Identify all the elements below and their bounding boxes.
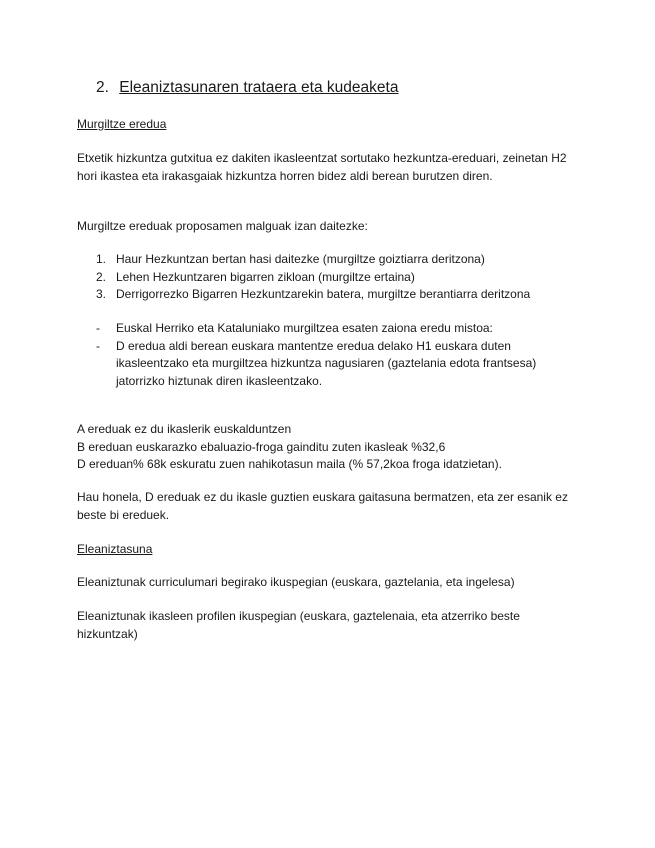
numbered-list	[96, 251, 576, 304]
list-marker: -	[96, 338, 100, 353]
list-item	[96, 320, 576, 338]
paragraph-curriculum: Eleaniztunak curriculumari begirako ikuspegian (euskara, gaztelania, eta ingelesa)	[77, 575, 515, 589]
stat-line: D ereduan% 68k eskuratu zuen nahikotasun maila (% 57,2koa froga idatzietan).	[77, 457, 502, 471]
paragraph-proposals: Murgiltze ereduak proposamen malguak izan daitezke:	[77, 219, 368, 233]
stats-block	[77, 421, 577, 474]
list-item-text: Lehen Hezkuntzaren bigarren zikloan (murgiltze ertaina)	[116, 269, 415, 284]
paragraph-definition: Etxetik hizkuntza gutxitua ez dakiten ikasleentzat sortutako hezkuntza-ereduari, zeinetan H2 hori ikastea eta irakasgaiak hizkuntza horren bidez aldi berean burutzen diren.	[77, 151, 567, 183]
paragraph-conclusion: Hau honela, D ereduak ez du ikasle guztien euskara gaitasuna bermatzen, eta zer esanik ez beste bi ereduek.	[77, 490, 568, 522]
list-marker: -	[96, 321, 100, 335]
list-item-text: Derrigorrezko Bigarren Hezkuntzarekin batera, murgiltze berantiarra deritzona	[116, 287, 531, 301]
subsection-title-eleaniztasuna: Eleaniztasuna	[77, 542, 153, 556]
paragraph-profiles: Eleaniztunak ikasleen profilen ikuspegian (euskara, gaztelenaia, eta atzerriko beste hizkuntzak)	[77, 609, 520, 641]
list-item	[96, 286, 576, 304]
list-item	[96, 269, 576, 287]
list-item-text: Haur Hezkuntzan bertan hasi daitezke (murgiltze goiztiarra deritzona)	[116, 252, 485, 266]
list-item	[96, 251, 576, 269]
list-marker: 1.	[96, 252, 107, 266]
subsection-title-murgiltze: Murgiltze eredua	[77, 117, 167, 131]
stat-line: A ereduak ez du ikaslerik euskalduntzen	[77, 422, 292, 436]
list-item	[96, 338, 576, 391]
heading-title: Eleaniztasunaren trataera eta kudeaketa	[119, 79, 399, 96]
list-item-text: Euskal Herriko eta Kataluniako murgiltzea esaten zaiona eredu mistoa:	[116, 321, 493, 335]
heading-number: 2.	[96, 79, 109, 96]
list-item-text: D eredua aldi berean euskara mantentze eredua delako H1 euskara duten ikasleentzako eta murgiltzea hizkuntza nagusiaren (gaztelania edota frantsesa) jatorrizko hiztunak diren ikasleentzako.	[116, 338, 537, 388]
section-heading	[96, 78, 398, 98]
dash-list	[96, 320, 576, 390]
list-marker: 3.	[96, 287, 107, 301]
stat-line: B ereduan euskarazko ebaluazio-froga gainditu zuten ikasleak %32,6	[77, 439, 446, 454]
list-marker: 2.	[96, 269, 107, 284]
